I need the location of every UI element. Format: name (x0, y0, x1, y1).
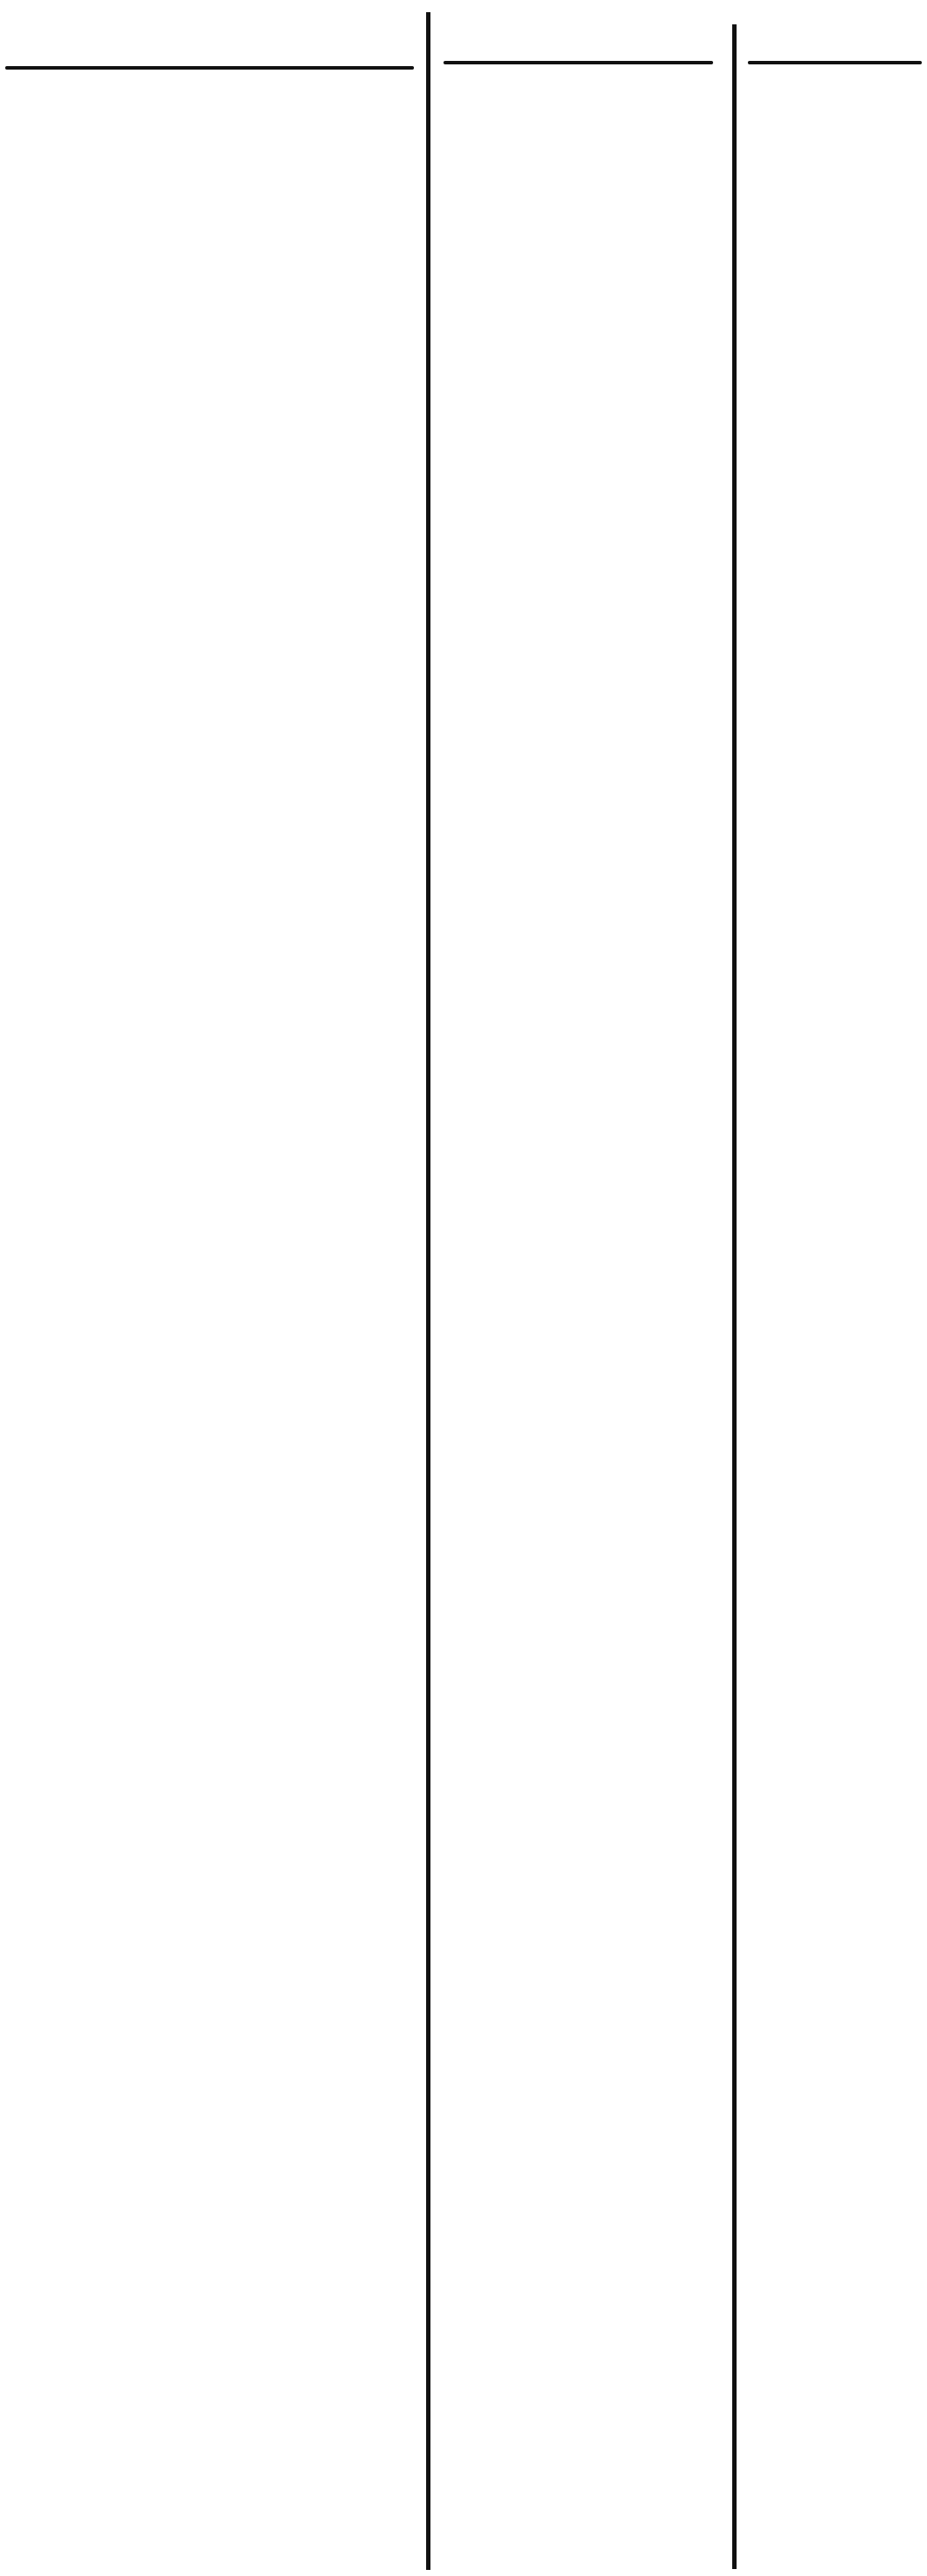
column-divider-right (732, 24, 737, 2569)
header-rule-position (443, 61, 713, 64)
header-rule-price (748, 61, 922, 64)
header-rule-product (5, 66, 414, 70)
column-divider-left (426, 12, 430, 2570)
